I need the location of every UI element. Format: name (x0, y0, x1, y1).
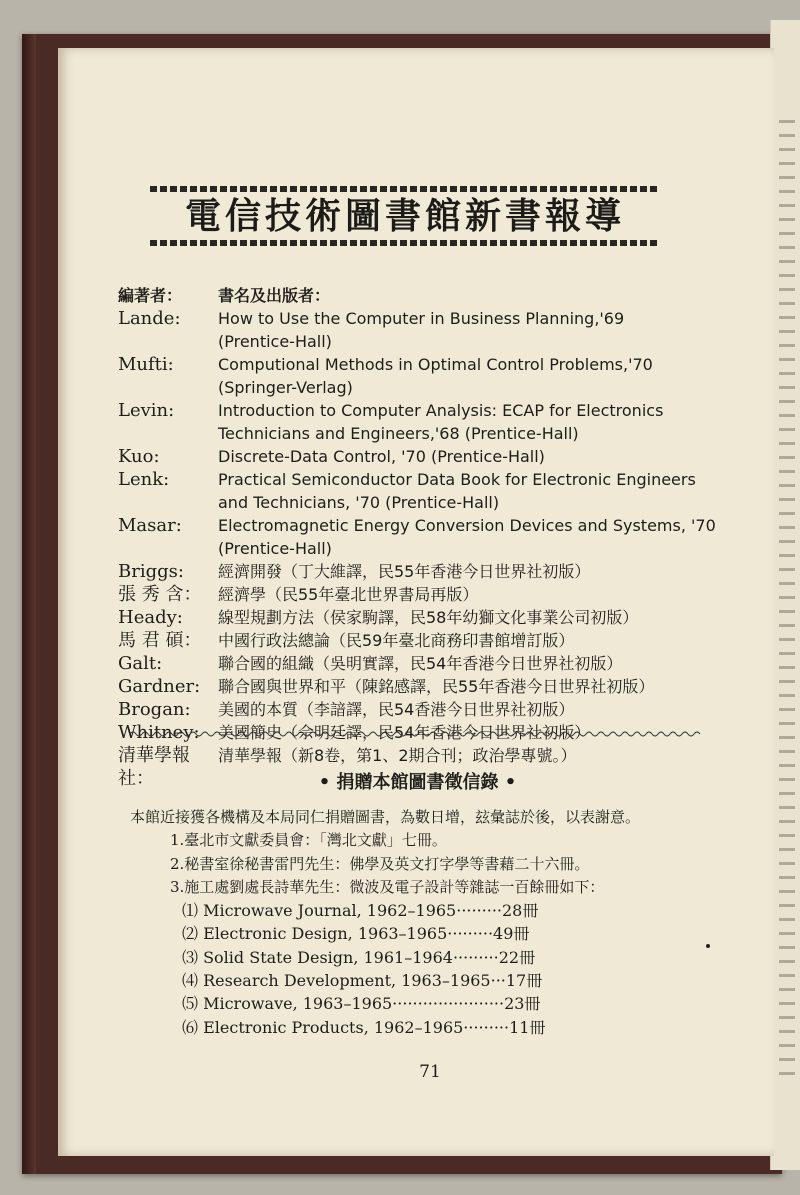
author-name: Heady: (118, 607, 183, 628)
donation-item: 3.施工處劉處長詩華先生：微波及電子設計等雜誌一百餘冊如下： (170, 877, 605, 896)
author-name: Masar: (118, 515, 182, 536)
author-name (118, 376, 218, 399)
ink-speck (706, 944, 710, 948)
magazine-item: ⑹ Electronic Products, 1962–1965·········11冊 (182, 1017, 546, 1037)
title-border-top (150, 186, 660, 192)
page-number: 71 (419, 1062, 441, 1082)
book-entry-row (118, 399, 718, 422)
book-title-line: Computional Methods in Optimal Control Problems,'70 (218, 355, 653, 374)
author-name (118, 422, 218, 445)
list-header (118, 284, 718, 307)
book-title-line: 中國行政法總論（民59年臺北商務印書館增訂版） (218, 631, 575, 650)
book-entry-row (118, 583, 718, 606)
book-entry-row (118, 307, 718, 330)
book-entry-row (118, 468, 718, 491)
author-name: 馬 君 碩： (118, 630, 202, 651)
book-title-line: 經濟開發（丁大維譯，民55年香港今日世界社初版） (218, 562, 591, 581)
book-title-line: Practical Semiconductor Data Book for Electronic Engineers (218, 470, 696, 489)
book-title-line: Technicians and Engineers,'68 (Prentice-Hall) (218, 424, 579, 443)
book-entry-row (118, 491, 718, 514)
book-entry-row (118, 353, 718, 376)
book-title-line: and Technicians, '70 (Prentice-Hall) (218, 493, 500, 512)
author-column-header: 編著者： (118, 286, 183, 305)
page-title: 電信技術圖書館新書報導 (184, 195, 625, 237)
book-title-line: 經濟學（民55年臺北世界書局再版） (218, 585, 479, 604)
book-title-line: (Prentice-Hall) (218, 539, 332, 558)
author-name: 清華學報社： (118, 745, 190, 789)
author-name: Brogan: (118, 699, 191, 720)
book-entry-row (118, 514, 718, 537)
book-title-line: Discrete-Data Control, '70 (Prentice-Hall) (218, 447, 545, 466)
magazine-item: ⑵ Electronic Design, 1963–1965·········49冊 (182, 924, 530, 944)
magazine-item: ⑸ Microwave, 1963–1965······················23冊 (182, 994, 541, 1014)
book-entry-row (118, 652, 718, 675)
new-books-list (118, 284, 718, 790)
book-entry-row (118, 376, 718, 399)
book-entry-row (118, 629, 718, 652)
book-entry-row (118, 560, 718, 583)
adjacent-page-text (779, 120, 795, 1080)
book-entry-row (118, 675, 718, 698)
book-title-line: 美國的本質（李諳譯，民54香港今日世界社初版） (218, 700, 575, 719)
book-title-line: 聯合國與世界和平（陳銘感譯，民55年香港今日世界社初版） (218, 677, 655, 696)
author-name: 張 秀 含： (118, 584, 202, 605)
book-entry-row (118, 422, 718, 445)
magazine-item: ⑷ Research Development, 1963–1965···17冊 (182, 971, 543, 991)
book-spine-edge (22, 34, 36, 1174)
book-title-line: 線型規劃方法（侯家駒譯，民58年幼獅文化事業公司初版） (218, 608, 639, 627)
book-title-line: Introduction to Computer Analysis: ECAP for Electronics (218, 401, 664, 420)
author-name: Levin: (118, 400, 175, 421)
book-entry-row (118, 698, 718, 721)
magazine-item: ⑶ Solid State Design, 1961–1964·········22冊 (182, 947, 536, 967)
adjacent-page-edge (770, 20, 800, 1170)
book-entry-row (118, 330, 718, 353)
title-border-bottom (150, 240, 660, 246)
book-title-line: Electromagnetic Energy Conversion Devices and Systems, '70 (218, 516, 716, 535)
author-name: Lenk: (118, 469, 170, 490)
donation-record (130, 806, 730, 1039)
wavy-separator (130, 730, 705, 738)
section-subtitle: • 捐贈本館圖書徵信錄 • (318, 772, 517, 793)
author-name: Mufti: (118, 354, 174, 375)
author-name: Whitney: (118, 722, 200, 743)
title-column-header: 書名及出版者： (218, 286, 331, 305)
author-name: Kuo: (118, 446, 160, 467)
author-name: Lande: (118, 308, 181, 329)
book-title-line: (Prentice-Hall) (218, 332, 332, 351)
book-title-line: 清華學報（新8卷，第1、2期合刊；政治學專號。） (218, 746, 577, 765)
donation-item: 2.秘書室徐秘書雷門先生：佛學及英文打字學等書藉二十六冊。 (170, 854, 590, 873)
author-name: Gardner: (118, 676, 201, 697)
author-name (118, 330, 218, 353)
book-entry-row (118, 445, 718, 468)
author-name (118, 537, 218, 560)
author-name: Briggs: (118, 561, 184, 582)
book-title-line: 聯合國的組織（吳明實譯，民54年香港今日世界社初版） (218, 654, 623, 673)
book-title-line: How to Use the Computer in Business Planning,'69 (218, 309, 625, 328)
title-banner (150, 182, 660, 250)
donation-intro: 本館近接獲各機構及本局同仁捐贈圖書，為數日增，玆彙誌於後，以表謝意。 (130, 808, 641, 826)
book-title-line: (Springer-Verlag) (218, 378, 353, 397)
author-name (118, 491, 218, 514)
author-name: Galt: (118, 653, 163, 674)
book-entry-row (118, 537, 718, 560)
magazine-item: ⑴ Microwave Journal, 1962–1965·········28冊 (182, 901, 539, 921)
book-title-line: 美國簡史（佘明廷譯，民54年香港今日世界社初版） (218, 723, 591, 742)
donation-item: 1.臺北市文獻委員會：「灣北文獻」七冊。 (170, 831, 447, 850)
book-entry-row (118, 606, 718, 629)
